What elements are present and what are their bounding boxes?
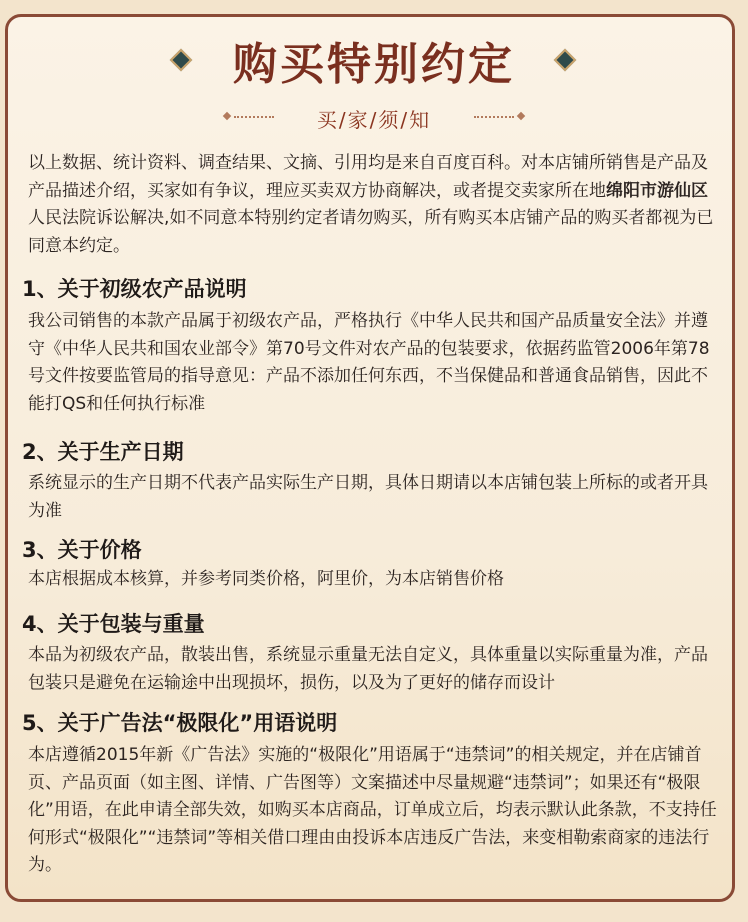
section-1-body: 我公司销售的本款产品属于初级农产品，严格执行《中华人民共和国产品质量安全法》并遵守《中华人民共和国农业部令》第70号文件对农产品的包装要求，依据药监管2006年第78号文件按要监管局的指导意见：产品不添加任何东西，不当保健品和普通食品销售，因此不能打QS和任何执行标准 [28, 311, 710, 414]
subtitle: 买/家/须/知 [316, 108, 432, 132]
section-5-heading: 5、关于广告法“极限化”用语说明 [22, 711, 338, 735]
intro-text-before: 以上数据、统计资料、调查结果、文摘、引用均是来自百度百科。对本店铺所销售是产品及产品描述介绍，买家如有争议，理应买卖双方协商解决，或者提交卖家所在地 [28, 153, 708, 201]
page-title: 购买特别约定 [233, 39, 515, 90]
section-1-heading: 1、关于初级农产品说明 [22, 277, 247, 301]
section-2-heading: 2、关于生产日期 [22, 440, 184, 464]
subtitle-right-dash [474, 116, 514, 118]
section-3-heading: 3、关于价格 [22, 538, 142, 562]
section-5-body: 本店遵循2015年新《广告法》实施的“极限化”用语属于“违禁词”的相关规定，并在店铺首页、产品页面（如主图、详情、广告图等）文案描述中尽量规避“违禁词”；如果还有“极限化”用语，在此申请全部失效，如购买本店商品，订单成立后，均表示默认此条款，不支持任何形式“极限化”“违禁词”等相关借口理由由投诉本店违反广告法，来变相勒索商家的违法行为。 [28, 745, 717, 875]
section-4-heading: 4、关于包装与重量 [22, 612, 205, 636]
section-3-body: 本店根据成本核算，并参考同类价格，阿里价，为本店销售价格 [28, 569, 504, 589]
intro-location-highlight: 绵阳市游仙区 [606, 180, 708, 201]
intro-paragraph [28, 150, 724, 260]
section-4-body: 本品为初级农产品，散装出售，系统显示重量无法自定义，具体重量以实际重量为准，产品包装只是避免在运输途中出现损坏，损伤，以及为了更好的储存而设计 [28, 645, 708, 693]
section-2-body: 系统显示的生产日期不代表产品实际生产日期，具体日期请以本店铺包装上所标的或者开具为准 [28, 473, 708, 521]
intro-text-after: 人民法院诉讼解决,如不同意本特别约定者请勿购买，所有购买本店铺产品的购买者都视为已同意本约定。 [28, 208, 714, 256]
